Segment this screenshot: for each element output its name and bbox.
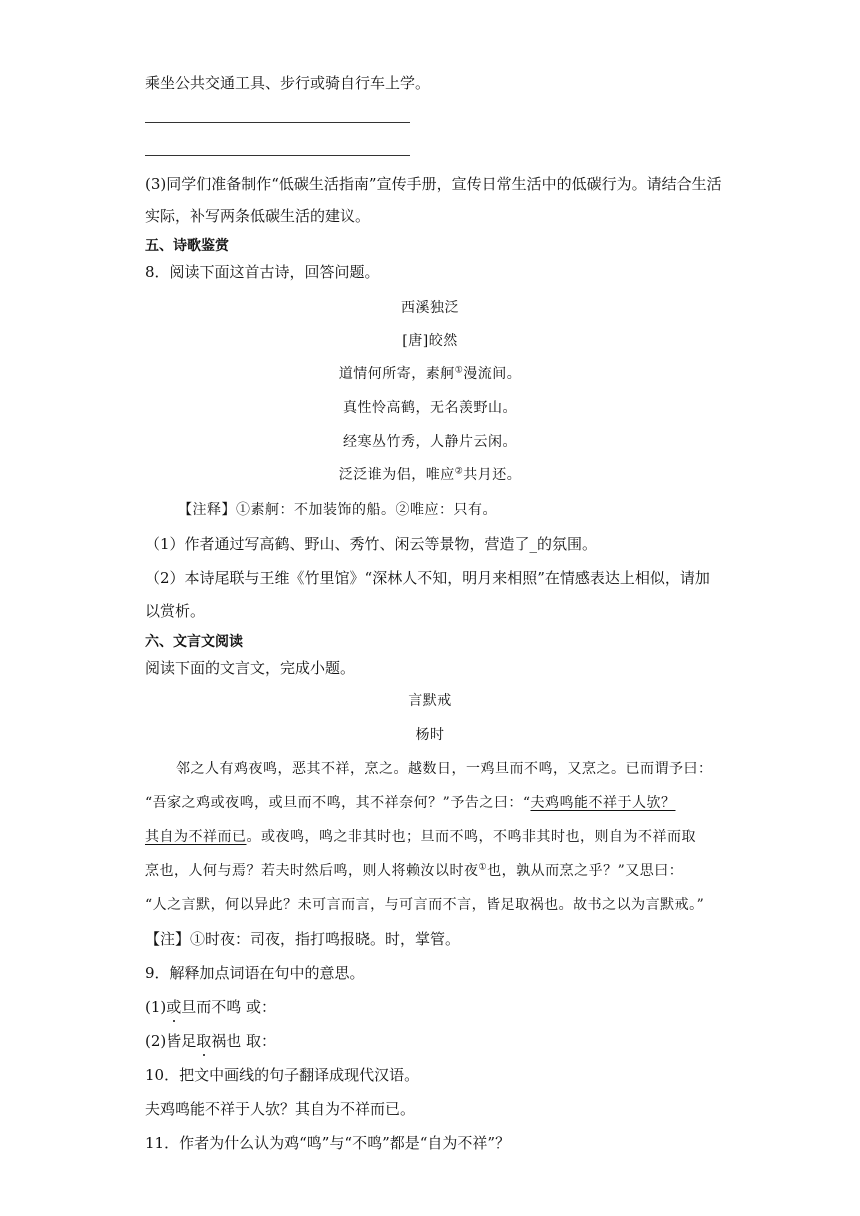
classical-text-title: 言默戒 (408, 693, 452, 709)
emphasis-dot-word: 取 (196, 1032, 212, 1050)
footnote-marker: ② (454, 466, 464, 477)
q9-prompt: 9．解释加点词语在句中的意思。 (145, 964, 365, 982)
classical-text-line-2 (145, 793, 675, 813)
q7-sub3-line1: (3)同学们准备制作“低碳生活指南”宣传手册，宣传日常生活中的低碳行为。请结合生活 (145, 175, 722, 193)
underlined-sentence-part-1: 夫鸡鸣能不祥于人欤？ (530, 795, 676, 811)
q10-prompt: 10．把文中画线的句子翻译成现代汉语。 (145, 1066, 420, 1084)
footnote-marker: ① (478, 862, 488, 873)
q11-prompt: 11．作者为什么认为鸡“鸣”与“不鸣”都是“自为不祥”？ (145, 1134, 511, 1152)
underlined-sentence-part-2: 其自为不祥而已 (145, 829, 247, 845)
emphasis-dot-word: 或 (166, 998, 182, 1016)
poem-line-1 (0, 364, 860, 384)
classical-text-line-1: 邻之人有鸡夜鸣，恶其不祥，烹之。越数日，一鸡旦而不鸣，又烹之。已而谓予曰： (176, 761, 713, 777)
q9-sub1-number: (1) (145, 998, 167, 1016)
answer-blank-line-2 (145, 155, 410, 156)
poem-line-4 (0, 465, 860, 485)
poem-line-1-a: 道情何所寄，素舸 (338, 366, 455, 382)
q9-sub1 (145, 997, 276, 1017)
q8-sub2-line1: （2）本诗尾联与王维《竹里馆》“深林人不知，明月来相照”在情感表达上相似，请加 (145, 569, 710, 587)
q7-sub3-line2: 实际，补写两条低碳生活的建议。 (145, 207, 371, 225)
answer-blank-line-1 (145, 122, 410, 123)
classical-text-line-3-b: 。或夜鸣，鸣之非其时也；旦而不鸣，不鸣非其时也，则自为不祥而取 (246, 829, 696, 845)
q9-sub1-rest: 旦而不鸣 或： (181, 998, 277, 1016)
footnote-marker: ① (454, 365, 464, 376)
classical-text-line-3 (145, 827, 696, 847)
poem-line-4-b: 共月还。 (463, 467, 522, 483)
classical-text-line-4 (145, 861, 683, 881)
q9-sub2-number: (2)皆足 (145, 1032, 197, 1050)
poem-line-2: 真性怜高鹤，无名羡野山。 (343, 400, 517, 416)
poem-author: [唐]皎然 (402, 333, 458, 349)
classical-text-line-4-a: 烹也，人何与焉？若夫时然后鸣，则人将赖汝以时夜 (145, 863, 479, 879)
poem-line-3: 经寒丛竹秀，人静片云闲。 (343, 434, 517, 450)
q10-sentence: 夫鸡鸣能不祥于人欤？其自为不祥而已。 (145, 1100, 416, 1118)
poem-title: 西溪独泛 (401, 300, 459, 316)
classical-text-line-5: “人之言默，何以异此？未可言而言，与可言而不言，皆足取祸也。故书之以为言默戒。” (145, 897, 705, 913)
q8-sub2-line2: 以赏析。 (145, 602, 206, 620)
poem-line-1-b: 漫流间。 (463, 366, 522, 382)
q9-sub2-rest: 祸也 取： (211, 1032, 277, 1050)
q8-sub1: （1）作者通过写高鹤、野山、秀竹、闲云等景物，营造了_的氛围。 (145, 535, 598, 553)
classical-text-note: 【注】①时夜：司夜，指打鸣报晓。时，掌管。 (145, 930, 461, 948)
section-5-heading: 五、诗歌鉴赏 (145, 238, 229, 254)
classical-text-line-4-b: 也，孰从而烹之乎？”又思曰： (487, 863, 684, 879)
q9-sub2 (145, 1031, 276, 1051)
poem-note: 【注释】①素舸：不加装饰的船。②唯应：只有。 (178, 502, 497, 518)
classical-text-line-2-a: “吾家之鸡或夜鸣，或旦而不鸣，其不祥奈何？”予告之曰：“ (145, 795, 531, 811)
q7-answer-line: 乘坐公共交通工具、步行或骑自行车上学。 (145, 74, 431, 92)
poem-line-4-a: 泛泛谁为侣，唯应 (338, 467, 455, 483)
q8-intro: 8．阅读下面这首古诗，回答问题。 (145, 263, 380, 281)
section-6-intro: 阅读下面的文言文，完成小题。 (145, 659, 356, 677)
section-6-heading: 六、文言文阅读 (145, 634, 243, 650)
classical-text-author: 杨时 (415, 727, 445, 743)
